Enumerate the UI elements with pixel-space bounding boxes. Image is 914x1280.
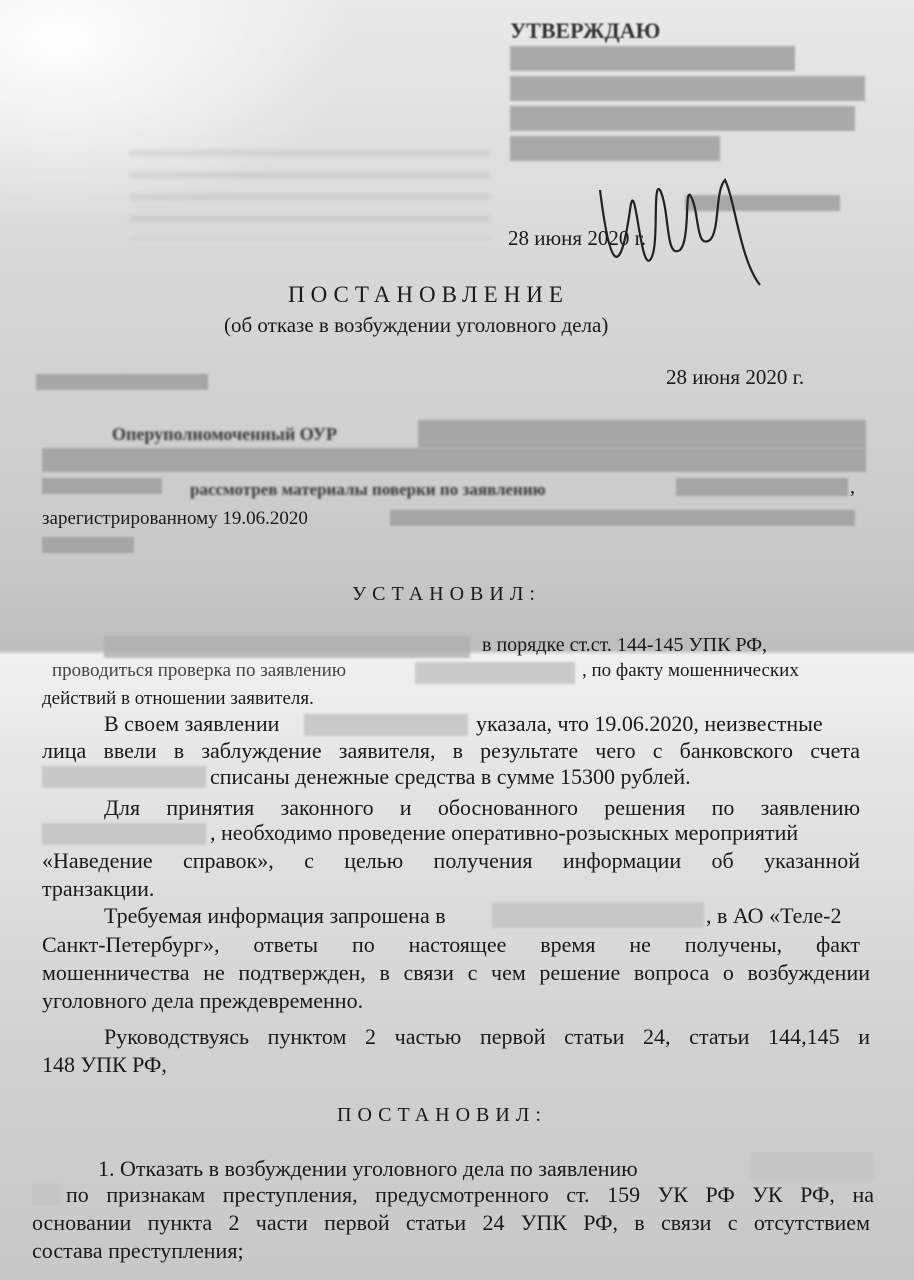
- item1-line1-start: 1. Отказать в возбуждении уголовного дела по заявлению: [98, 1156, 638, 1181]
- redacted-applicant-4: [42, 766, 206, 788]
- p4-line1-start: Требуемая информация запрошена в: [104, 903, 446, 928]
- bleed-through-text: [130, 150, 490, 240]
- p2-line3-end: списаны денежные средства в сумме 15300 рублей.: [210, 764, 691, 789]
- redacted-applicant-3: [304, 714, 468, 736]
- redacted-officer-1: [418, 420, 866, 448]
- p1-line3: действий в отношении заявителя.: [42, 688, 314, 709]
- redacted-officer-3: [42, 478, 162, 494]
- redacted-approver-line-2: [510, 76, 865, 101]
- p5-line1: Руководствуясь пунктом 2 частью первой статьи 24, статьи 144,145 и: [104, 1024, 870, 1049]
- heading-established: УСТАНОВИЛ:: [352, 583, 541, 605]
- redacted-location: [36, 374, 208, 390]
- item1-line4: состава преступления;: [32, 1238, 244, 1263]
- redacted-approver-line-3: [510, 106, 855, 131]
- p1-line1-end: в порядке ст.ст. 144-145 УПК РФ,: [482, 634, 768, 656]
- redacted-officer-2: [42, 448, 866, 472]
- approval-date: 28 июня 2020 г.: [508, 226, 647, 250]
- p1-line2-start: проводиться проверка по заявлению: [52, 660, 347, 681]
- p3-line4: транзакции.: [42, 876, 155, 901]
- p4-line3: мошенничества не подтвержден, в связи с чем решение вопроса о возбуждении: [42, 960, 870, 985]
- p2-line1-end: указала, что 19.06.2020, неизвестные: [476, 711, 823, 736]
- approval-header: УТВЕРЖДАЮ: [510, 18, 661, 43]
- document-date: 28 июня 2020 г.: [666, 365, 805, 389]
- redacted-bank: [492, 902, 704, 928]
- p4-line2: Санкт-Петербург», ответы по настоящее время не получены, факт: [42, 932, 860, 957]
- p2-line2: лица ввели в заблуждение заявителя, в результате чего с банковского счета: [42, 738, 860, 763]
- p4-line4: уголовного дела преждевременно.: [42, 988, 364, 1013]
- p5-line2: 148 УПК РФ,: [42, 1052, 167, 1077]
- intro-officer: Оперуполномоченный ОУР: [112, 424, 337, 444]
- redacted-applicant-7: [32, 1184, 60, 1206]
- redacted-registration: [390, 510, 855, 526]
- p3-line3: «Наведение справок», с целью получения информации об указанной: [42, 848, 860, 873]
- p1-line2-end: , по факту мошеннических: [582, 660, 799, 681]
- p2-line1-start: В своем заявлении: [104, 711, 280, 736]
- redacted-applicant-2: [415, 662, 575, 684]
- signature: [590, 150, 790, 290]
- heading-resolved: ПОСТАНОВИЛ:: [337, 1104, 547, 1126]
- p3-line2-end: , необходимо проведение оперативно-розыскных мероприятий: [210, 820, 799, 845]
- redacted-applicant-6: [750, 1152, 874, 1180]
- document-title: ПОСТАНОВЛЕНИЕ: [288, 282, 569, 307]
- p4-line1-end: , в АО «Теле-2: [706, 903, 842, 928]
- intro-materials: рассмотрев материалы поверки по заявлению: [190, 480, 546, 499]
- redacted-applicant-name: [676, 478, 848, 496]
- redacted-registration-2: [42, 537, 134, 553]
- redacted-applicant-5: [42, 823, 206, 845]
- intro-registered: зарегистрированному 19.06.2020: [42, 508, 308, 529]
- item1-line2-end: по признакам преступления, предусмотренного ст. 159 УК РФ УК РФ, на: [66, 1182, 874, 1207]
- p3-line1: Для принятия законного и обоснованного решения по заявлению: [104, 795, 860, 820]
- document-subtitle: (об отказе в возбуждении уголовного дела): [224, 313, 609, 337]
- item1-line3: основании пункта 2 части первой статьи 24 УПК РФ, в связи с отсутствием: [32, 1210, 870, 1235]
- intro-comma: ,: [850, 476, 855, 498]
- redacted-unit: [104, 636, 470, 658]
- redacted-approver-line-1: [510, 46, 795, 71]
